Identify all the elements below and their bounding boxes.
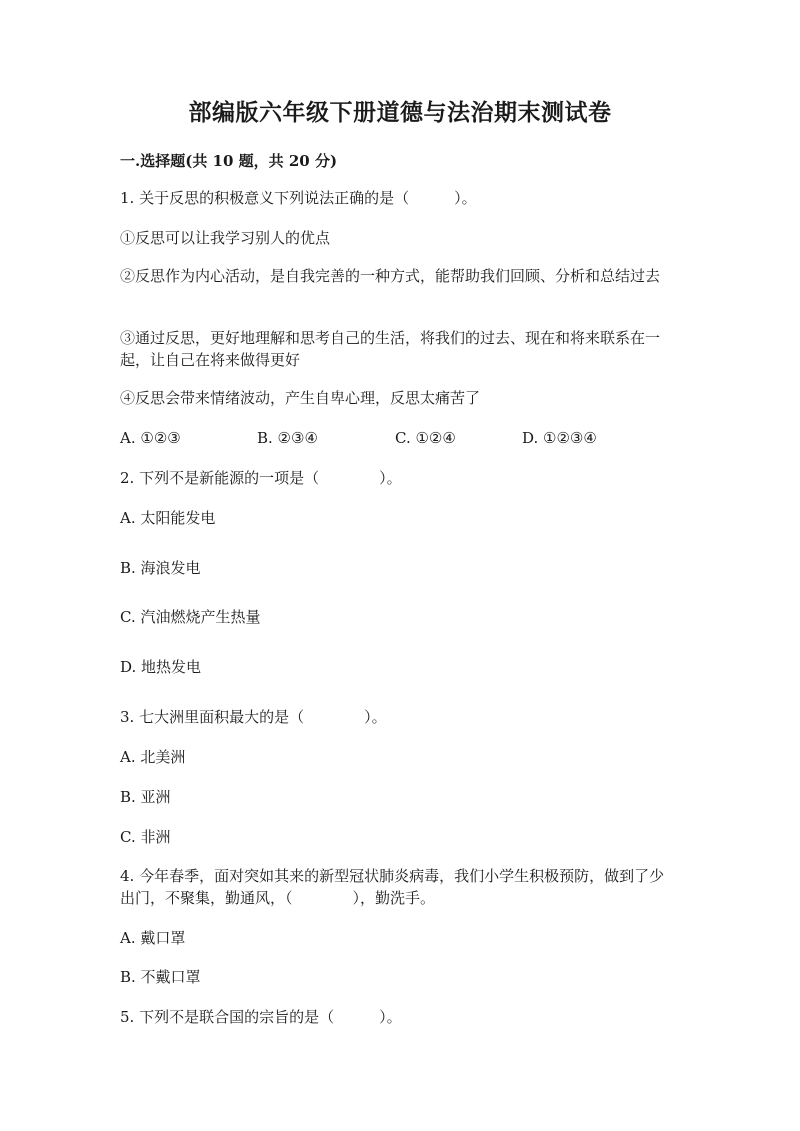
question-2-option-a[interactable]: A. 太阳能发电 <box>120 509 216 527</box>
question-1-statement-4: ④反思会带来情绪波动，产生自卑心理，反思太痛苦了 <box>120 389 481 407</box>
page-title: 部编版六年级下册道德与法治期末测试卷 <box>188 99 612 126</box>
question-1-option-b[interactable]: B. ②③④ <box>257 429 318 447</box>
question-2-stem: 2. 下列不是新能源的一项是（ ）。 <box>120 469 402 487</box>
question-1-stem: 1. 关于反思的积极意义下列说法正确的是（ ）。 <box>120 189 477 207</box>
question-3-option-c[interactable]: C. 非洲 <box>120 828 171 846</box>
question-3-option-a[interactable]: A. 北美洲 <box>120 748 186 766</box>
question-3-option-b[interactable]: B. 亚洲 <box>120 788 171 806</box>
question-1-statement-3: ③通过反思，更好地理解和思考自己的生活，将我们的过去、现在和将来联系在一起，让自己在将来做得更好 <box>120 329 661 369</box>
question-1-statement-1: ①反思可以让我学习别人的优点 <box>120 229 331 247</box>
question-1-option-d[interactable]: D. ①②③④ <box>522 429 597 447</box>
question-4-option-b[interactable]: B. 不戴口罩 <box>120 968 201 986</box>
question-5-stem: 5. 下列不是联合国的宗旨的是（ ）。 <box>120 1008 402 1026</box>
question-4-option-a[interactable]: A. 戴口罩 <box>120 929 186 947</box>
question-1-statement-2: ②反思作为内心活动，是自我完善的一种方式，能帮助我们回顾、分析和总结过去 <box>120 267 661 285</box>
question-2-option-d[interactable]: D. 地热发电 <box>120 658 202 676</box>
question-2-option-c[interactable]: C. 汽油燃烧产生热量 <box>120 608 261 626</box>
question-1-option-c[interactable]: C. ①②④ <box>395 429 456 447</box>
question-1-option-a[interactable]: A. ①②③ <box>120 429 181 447</box>
section-header: 一.选择题(共 10 题，共 20 分) <box>120 152 338 170</box>
question-3-stem: 3. 七大洲里面积最大的是（ ）。 <box>120 708 387 726</box>
question-2-option-b[interactable]: B. 海浪发电 <box>120 559 201 577</box>
question-4-stem: 4. 今年春季，面对突如其来的新型冠状肺炎病毒，我们小学生积极预防，做到了少出门，不聚集，勤通风，（ ），勤洗手。 <box>120 867 665 907</box>
